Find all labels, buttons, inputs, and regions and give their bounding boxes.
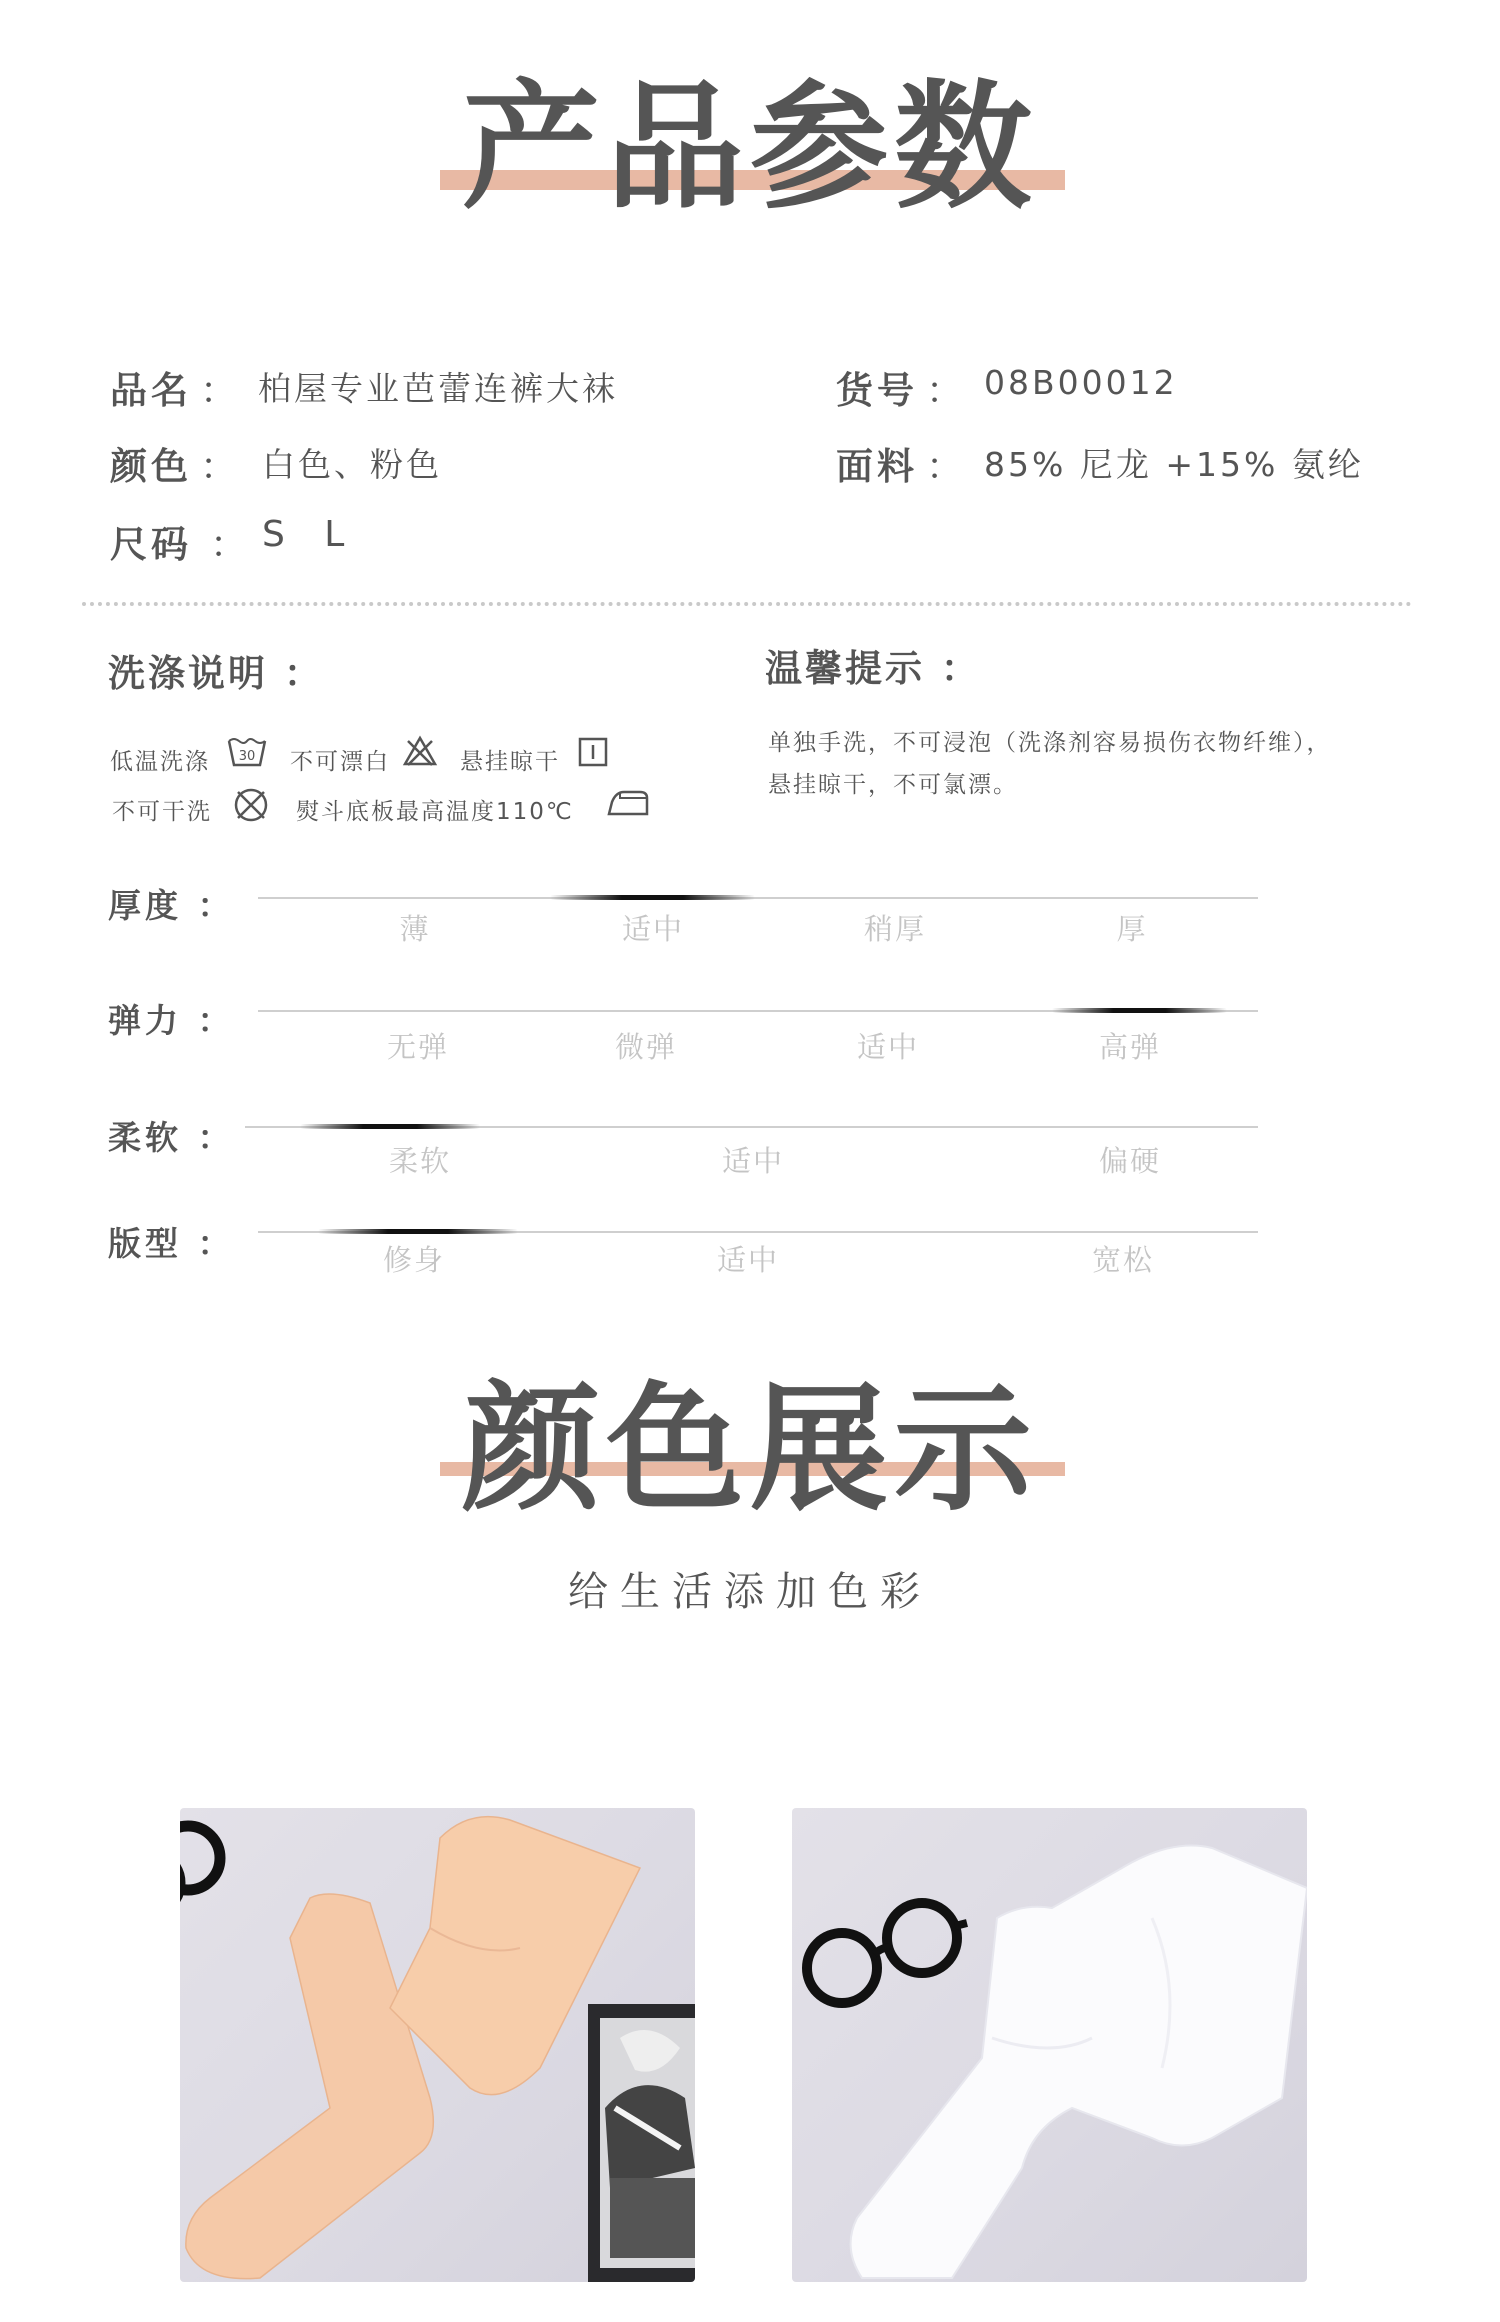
scale-selected-marker xyxy=(300,1124,480,1129)
scale-selected-marker xyxy=(1052,1008,1227,1013)
scale-label: 弹力 ： xyxy=(108,1001,235,1040)
scale-option: 无弹 xyxy=(386,1030,449,1064)
spec-value-name: 柏屋专业芭蕾连裤大袜 xyxy=(258,369,618,408)
spec-colon: ： xyxy=(210,523,247,566)
scale-selected-marker xyxy=(318,1229,518,1234)
section-title-params: 产品参数 xyxy=(461,65,1038,228)
care-text-line-dry: 悬挂晾干 xyxy=(460,749,560,775)
spec-colon: ： xyxy=(926,445,963,488)
iron-icon xyxy=(606,788,650,818)
product-photo-pink xyxy=(180,1808,695,2282)
spec-label-size: 尺码 xyxy=(110,523,192,566)
scale-option: 微弹 xyxy=(614,1030,677,1064)
scale-option: 修身 xyxy=(382,1243,445,1277)
scale-option: 适中 xyxy=(856,1030,919,1064)
spec-label-name: 品名 xyxy=(110,369,192,412)
tips-text xyxy=(768,722,1418,806)
scale-option: 柔软 xyxy=(388,1144,451,1178)
white-stocking-illustration xyxy=(792,1808,1307,2282)
scale-label: 柔软 ： xyxy=(108,1118,235,1157)
no-dry-clean-icon xyxy=(232,786,270,824)
care-text-iron: 熨斗底板最高温度110℃ xyxy=(296,799,574,825)
wash-temp-label: 30 xyxy=(238,749,256,764)
spec-label-color: 颜色 xyxy=(110,445,192,488)
scale-track xyxy=(258,897,1258,899)
ballet-booklet xyxy=(588,2004,695,2282)
care-text-no-dry-clean: 不可干洗 xyxy=(112,799,212,825)
scale-option: 薄 xyxy=(399,912,431,946)
spec-value-color: 白色、粉色 xyxy=(262,445,442,484)
product-photo-white xyxy=(792,1808,1307,2282)
scale-option: 高弹 xyxy=(1098,1030,1161,1064)
spec-value-sku: 08B00012 xyxy=(984,363,1178,402)
glasses-icon xyxy=(807,1903,967,2003)
scale-option: 厚 xyxy=(1116,912,1148,946)
spec-label-fabric: 面料 xyxy=(836,445,918,488)
spec-colon: ： xyxy=(926,369,963,412)
scale-option: 适中 xyxy=(721,1144,784,1178)
spec-colon: ： xyxy=(200,369,237,412)
spec-colon: ： xyxy=(200,445,237,488)
dotted-divider xyxy=(82,602,1412,606)
line-dry-icon xyxy=(578,737,608,767)
section-subtitle: 给生活添加色彩 xyxy=(568,1569,932,1615)
scale-label: 厚度 ： xyxy=(108,886,235,925)
scale-option: 宽松 xyxy=(1091,1243,1154,1277)
scale-option: 适中 xyxy=(716,1243,779,1277)
tips-line-2: 悬挂晾干，不可氯漂。 xyxy=(768,772,1018,798)
spec-value-size: S L xyxy=(262,514,359,555)
wash-30-icon xyxy=(226,735,268,769)
section-title-colors: 颜色展示 xyxy=(461,1367,1038,1530)
scale-label: 版型 ： xyxy=(108,1224,235,1263)
care-text-low-temp: 低温洗涤 xyxy=(110,749,210,775)
scale-option: 适中 xyxy=(621,912,684,946)
scale-option: 稍厚 xyxy=(863,912,926,946)
spec-label-sku: 货号 xyxy=(836,369,918,412)
spec-value-fabric: 85% 尼龙 +15% 氨纶 xyxy=(984,445,1364,484)
tips-heading: 温馨提示 ： xyxy=(765,647,981,690)
no-bleach-icon xyxy=(402,735,438,767)
scale-selected-marker xyxy=(550,895,755,900)
pink-stocking-illustration xyxy=(180,1808,695,2282)
care-text-no-bleach: 不可漂白 xyxy=(290,749,390,775)
tips-line-1: 单独手洗，不可浸泡（洗涤剂容易损伤衣物纤维）， xyxy=(768,730,1332,756)
care-heading: 洗涤说明 ： xyxy=(108,652,324,695)
glasses-icon xyxy=(180,1826,220,1913)
scale-option: 偏硬 xyxy=(1098,1144,1161,1178)
